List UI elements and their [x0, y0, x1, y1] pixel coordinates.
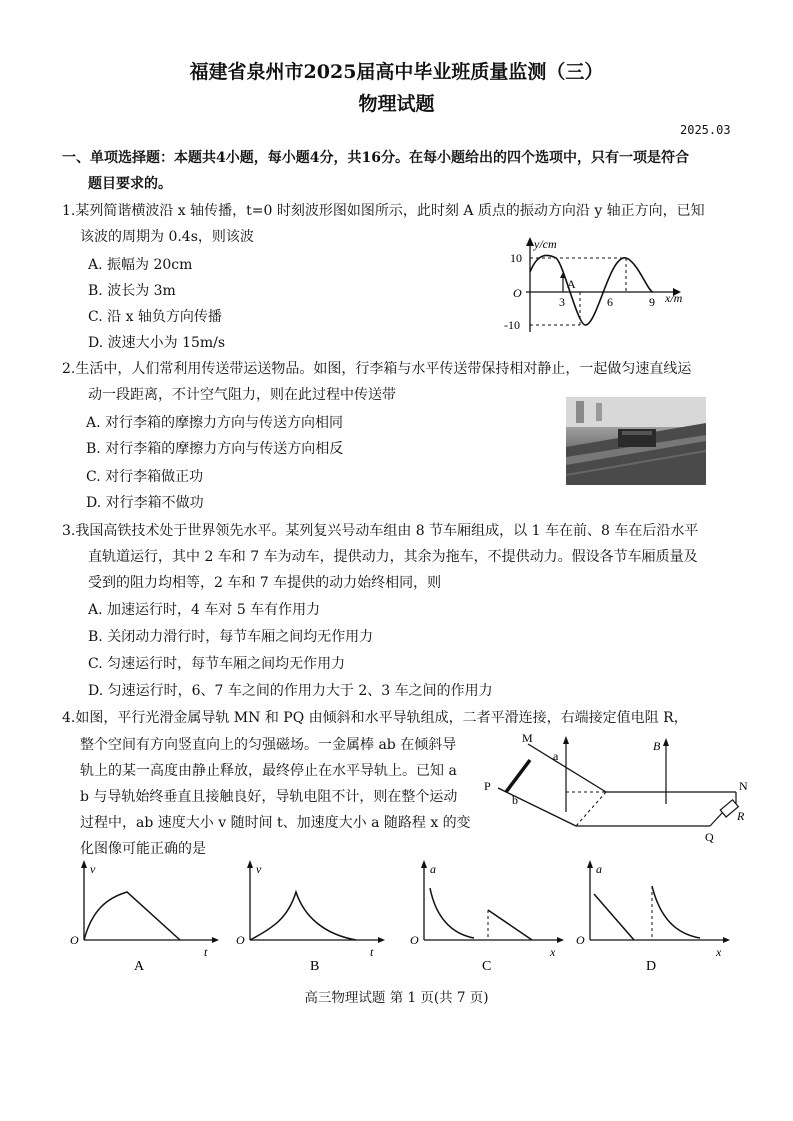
wave-y-label: y/cm	[534, 237, 557, 251]
label-b-rod: b	[512, 793, 518, 807]
rail-mn-incline	[528, 744, 606, 792]
graph-d-curve-2	[652, 886, 700, 938]
q1-stem-line2: 该波的周期为 0.4s，则该波	[80, 229, 254, 245]
wave-tick-6: 6	[607, 295, 613, 309]
svg-text:O: O	[236, 933, 245, 947]
q1-option-c[interactable]: C. 沿 x 轴负方向传播	[88, 309, 222, 325]
q2-option-a[interactable]: A. 对行李箱的摩擦力方向与传送方向相同	[86, 415, 344, 431]
graph-d	[568, 858, 733, 976]
q2-option-c[interactable]: C. 对行李箱做正功	[86, 469, 204, 485]
label-m: M	[522, 731, 533, 745]
wave-x-label: x/m	[665, 291, 683, 305]
q2-option-d[interactable]: D. 对行李箱不做功	[86, 495, 204, 511]
wave-tick-3: 3	[559, 295, 565, 309]
q4-stem-line4: b 与导轨始终垂直且接触良好，导轨电阻不计，则在整个运动	[80, 789, 458, 805]
wave-tick-neg10: -10	[504, 318, 520, 332]
graph-d-letter: D	[646, 959, 657, 974]
svg-text:O: O	[70, 933, 79, 947]
q2-option-b[interactable]: B. 对行李箱的摩擦力方向与传送方向相反	[86, 441, 344, 457]
svg-text:O: O	[576, 933, 585, 947]
svg-text:a: a	[596, 862, 602, 876]
q3-stem-line1: 3.我国高铁技术处于世界领先水平。某列复兴号动车组由 8 节车厢组成，以 1 车在前、8 车在后沿水平	[62, 523, 699, 539]
q3-option-a[interactable]: A. 加速运行时，4 车对 5 车有作用力	[88, 602, 321, 618]
wave-curve	[530, 255, 653, 325]
q4-stem-line3: 轨上的某一高度由静止释放，最终停止在水平导轨上。已知 a	[80, 763, 457, 779]
wave-graph	[498, 232, 698, 337]
graph-a-curve	[84, 892, 180, 940]
rail-pq-incline	[498, 788, 576, 826]
label-q: Q	[705, 830, 714, 844]
graph-a-letter: A	[134, 959, 145, 974]
wave-tick-10: 10	[510, 251, 522, 265]
page-subtitle: 物理试题	[358, 93, 435, 115]
q2-stem-line1: 2.生活中，人们常利用传送带运送物品。如图，行李箱与水平传送带保持相对静止，一起做匀速直线运	[62, 361, 692, 377]
wave-tick-9: 9	[649, 295, 655, 309]
exam-date: 2025.03	[680, 123, 731, 137]
page-title: 福建省泉州市2025届高中毕业班质量监测（三）	[189, 61, 604, 83]
q3-option-b[interactable]: B. 关闭动力滑行时，每节车厢之间均无作用力	[88, 629, 374, 645]
q3-option-d[interactable]: D. 匀速运行时，6、7 车之间的作用力大于 2、3 车之间的作用力	[88, 683, 493, 699]
svg-text:v: v	[90, 862, 96, 876]
graph-c-curve-1	[430, 888, 474, 938]
svg-text:O: O	[410, 933, 419, 947]
graph-b-curve	[250, 892, 356, 940]
q1-stem-line1: 1.某列简谐横波沿 x 轴传播，t=0 时刻波形图如图所示，此时刻 A 质点的振动方向沿 y 轴正方向，已知	[62, 203, 705, 219]
q2-stem-line2: 动一段距离，不计空气阻力，则在此过程中传送带	[88, 387, 396, 403]
q4-stem-line5: 过程中，ab 速度大小 v 随时间 t、加速度大小 a 随路程 x 的变	[80, 815, 471, 831]
graph-a	[62, 858, 222, 976]
graph-b	[228, 858, 388, 976]
svg-text:a: a	[430, 862, 436, 876]
svg-text:t: t	[204, 945, 208, 959]
q4-stem-line6: 化图像可能正确的是	[80, 841, 206, 857]
rod-ab	[506, 760, 530, 792]
page-footer: 高三物理试题 第 1 页(共 7 页)	[304, 990, 489, 1006]
graph-d-line-1	[594, 894, 634, 940]
section-heading: 一、单项选择题：本题共4小题，每小题4分，共16分。在每小题给出的四个选项中，只有一项是符合	[62, 150, 689, 166]
graph-c-line-2	[488, 910, 532, 940]
wave-y-arrow	[526, 237, 534, 246]
q1-option-a[interactable]: A. 振幅为 20cm	[88, 257, 193, 273]
graph-c	[402, 858, 567, 976]
graph-b-letter: B	[310, 959, 320, 974]
label-field-b: B	[653, 739, 661, 753]
q4-stem-line1: 4.如图，平行光滑金属导轨 MN 和 PQ 由倾斜和水平导轨组成，二者平滑连接，右端接定值电阻 R，	[62, 710, 688, 726]
section-heading-cont: 题目要求的。	[88, 176, 172, 192]
label-p: P	[484, 779, 491, 793]
q1-option-b[interactable]: B. 波长为 3m	[88, 283, 176, 299]
q4-stem-line2: 整个空间有方向竖直向上的匀强磁场。一金属棒 ab 在倾斜导	[80, 737, 457, 753]
svg-text:t: t	[370, 945, 374, 959]
label-a: a	[553, 749, 559, 763]
q3-option-c[interactable]: C. 匀速运行时，每节车厢之间均无作用力	[88, 656, 346, 672]
q3-stem-line2: 直轨道运行，其中 2 车和 7 车为动车，提供动力，其余为拖车，不提供动力。假设各节车厢质量及	[88, 549, 698, 565]
q1-option-d[interactable]: D. 波速大小为 15m/s	[88, 335, 226, 351]
conveyor-photo	[566, 397, 706, 485]
graph-c-letter: C	[482, 959, 492, 974]
label-n: N	[739, 779, 748, 793]
svg-text:x: x	[716, 945, 722, 959]
label-r: R	[737, 809, 745, 823]
rail-diagram	[478, 730, 753, 845]
wave-origin: O	[513, 286, 522, 300]
q3-stem-line3: 受到的阻力均相等，2 车和 7 车提供的动力始终相同，则	[88, 575, 442, 591]
point-a-label: A	[567, 277, 576, 291]
svg-text:v: v	[256, 862, 262, 876]
svg-text:x: x	[550, 945, 556, 959]
